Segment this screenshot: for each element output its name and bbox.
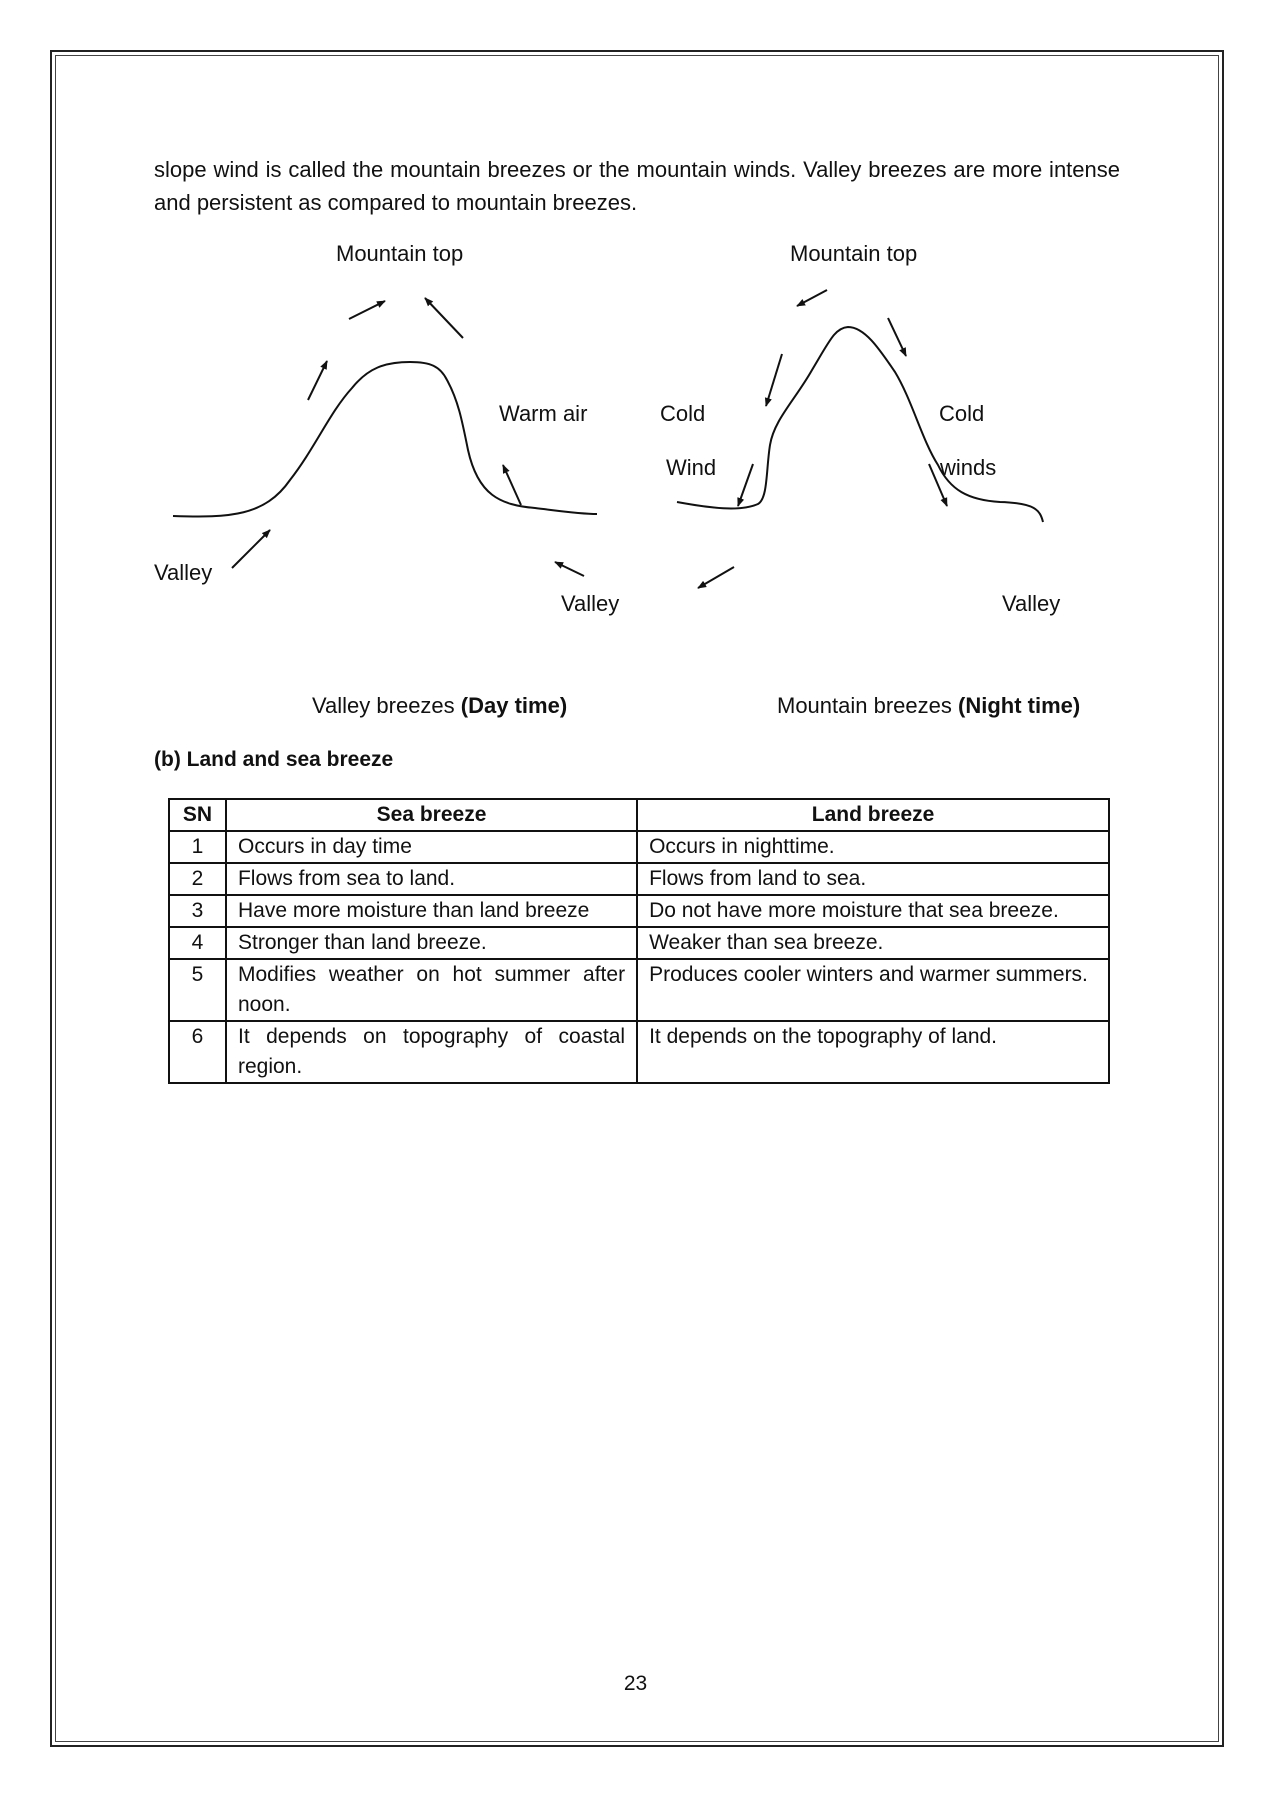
row-land-breeze: Weaker than sea breeze.: [637, 927, 1109, 959]
valley-breeze-caption-text: Valley breezes: [312, 693, 455, 718]
upslope-arrow-1: [349, 301, 385, 319]
mountain-breeze-caption: [777, 693, 1080, 719]
downslope-arrow-3: [766, 354, 782, 406]
row-sn: 1: [169, 831, 226, 863]
upslope-arrow-2: [425, 298, 463, 338]
row-land-breeze: Produces cooler winters and warmer summers.: [637, 959, 1109, 1021]
downslope-arrow-1: [797, 290, 827, 306]
row-sn: 6: [169, 1021, 226, 1083]
valley-diagram-valley-left-label: Valley: [154, 560, 213, 585]
upslope-arrow-3: [308, 361, 327, 400]
valley-breeze-caption-time: (Day time): [460, 693, 568, 718]
mountain-diagram-mountain-top-label: Mountain top: [790, 241, 918, 266]
cold-wind-label-line1: Cold: [660, 401, 706, 426]
upslope-arrow-5: [232, 530, 270, 568]
cold-winds-label-line1: Cold: [939, 401, 985, 426]
downslope-arrow-6: [698, 567, 734, 588]
row-sea-breeze: It depends on topography of coastal region.: [226, 1021, 637, 1083]
valley-breeze-caption: [312, 693, 567, 719]
header-sea-breeze: Sea breeze: [226, 799, 637, 831]
row-land-breeze: Flows from land to sea.: [637, 863, 1109, 895]
row-land-breeze: It depends on the topography of land.: [637, 1021, 1109, 1083]
mountain-breeze-caption-time: (Night time): [958, 693, 1081, 718]
upslope-arrow-4: [503, 465, 521, 505]
row-sea-breeze: Modifies weather on hot summer after noon.: [226, 959, 637, 1021]
row-sea-breeze: Occurs in day time: [226, 831, 637, 863]
intro-paragraph: slope wind is called the mountain breezes or the mountain winds. Valley breezes are more intense and persistent as compared to mountain breezes.: [154, 157, 1120, 215]
row-land-breeze: Occurs in nighttime.: [637, 831, 1109, 863]
row-sn: 3: [169, 895, 226, 927]
row-sn: 2: [169, 863, 226, 895]
mountain-diagram-valley-label: Valley: [1002, 591, 1061, 616]
breeze-comparison-table: [168, 798, 1110, 1084]
cold-wind-label-line2: Wind: [666, 455, 717, 480]
row-sn: 5: [169, 959, 226, 1021]
valley-breeze-diagram: [173, 298, 597, 576]
table-row: [169, 863, 1109, 895]
mountain-breeze-caption-text: Mountain breezes: [777, 693, 952, 718]
row-sea-breeze: Flows from sea to land.: [226, 863, 637, 895]
header-sn: SN: [169, 799, 226, 831]
table-row: [169, 959, 1109, 1021]
table-header-row: [169, 799, 1109, 831]
downslope-arrow-2: [888, 318, 906, 356]
row-land-breeze: Do not have more moisture that sea breeze.: [637, 895, 1109, 927]
cold-winds-label-line2: winds: [940, 455, 997, 480]
valley-diagram-mountain-top-label: Mountain top: [336, 241, 464, 266]
row-sea-breeze: Stronger than land breeze.: [226, 927, 637, 959]
page-number: 23: [623, 1672, 648, 1695]
mountain-breeze-terrain-line: [677, 327, 1043, 522]
section-heading: (b) Land and sea breeze: [154, 748, 394, 771]
warm-air-label: Warm air: [499, 401, 588, 426]
breeze-diagrams: [0, 0, 1271, 760]
row-sn: 4: [169, 927, 226, 959]
table-row: [169, 927, 1109, 959]
valley-breeze-terrain-line: [173, 362, 597, 517]
mountain-breeze-diagram: [677, 290, 1043, 588]
header-land-breeze: Land breeze: [637, 799, 1109, 831]
table-row: [169, 831, 1109, 863]
valley-diagram-valley-right-label: Valley: [561, 591, 620, 616]
upslope-arrow-6: [555, 562, 584, 576]
downslope-arrow-4: [738, 464, 753, 506]
row-sea-breeze: Have more moisture than land breeze: [226, 895, 637, 927]
table-row: [169, 1021, 1109, 1083]
table-row: [169, 895, 1109, 927]
